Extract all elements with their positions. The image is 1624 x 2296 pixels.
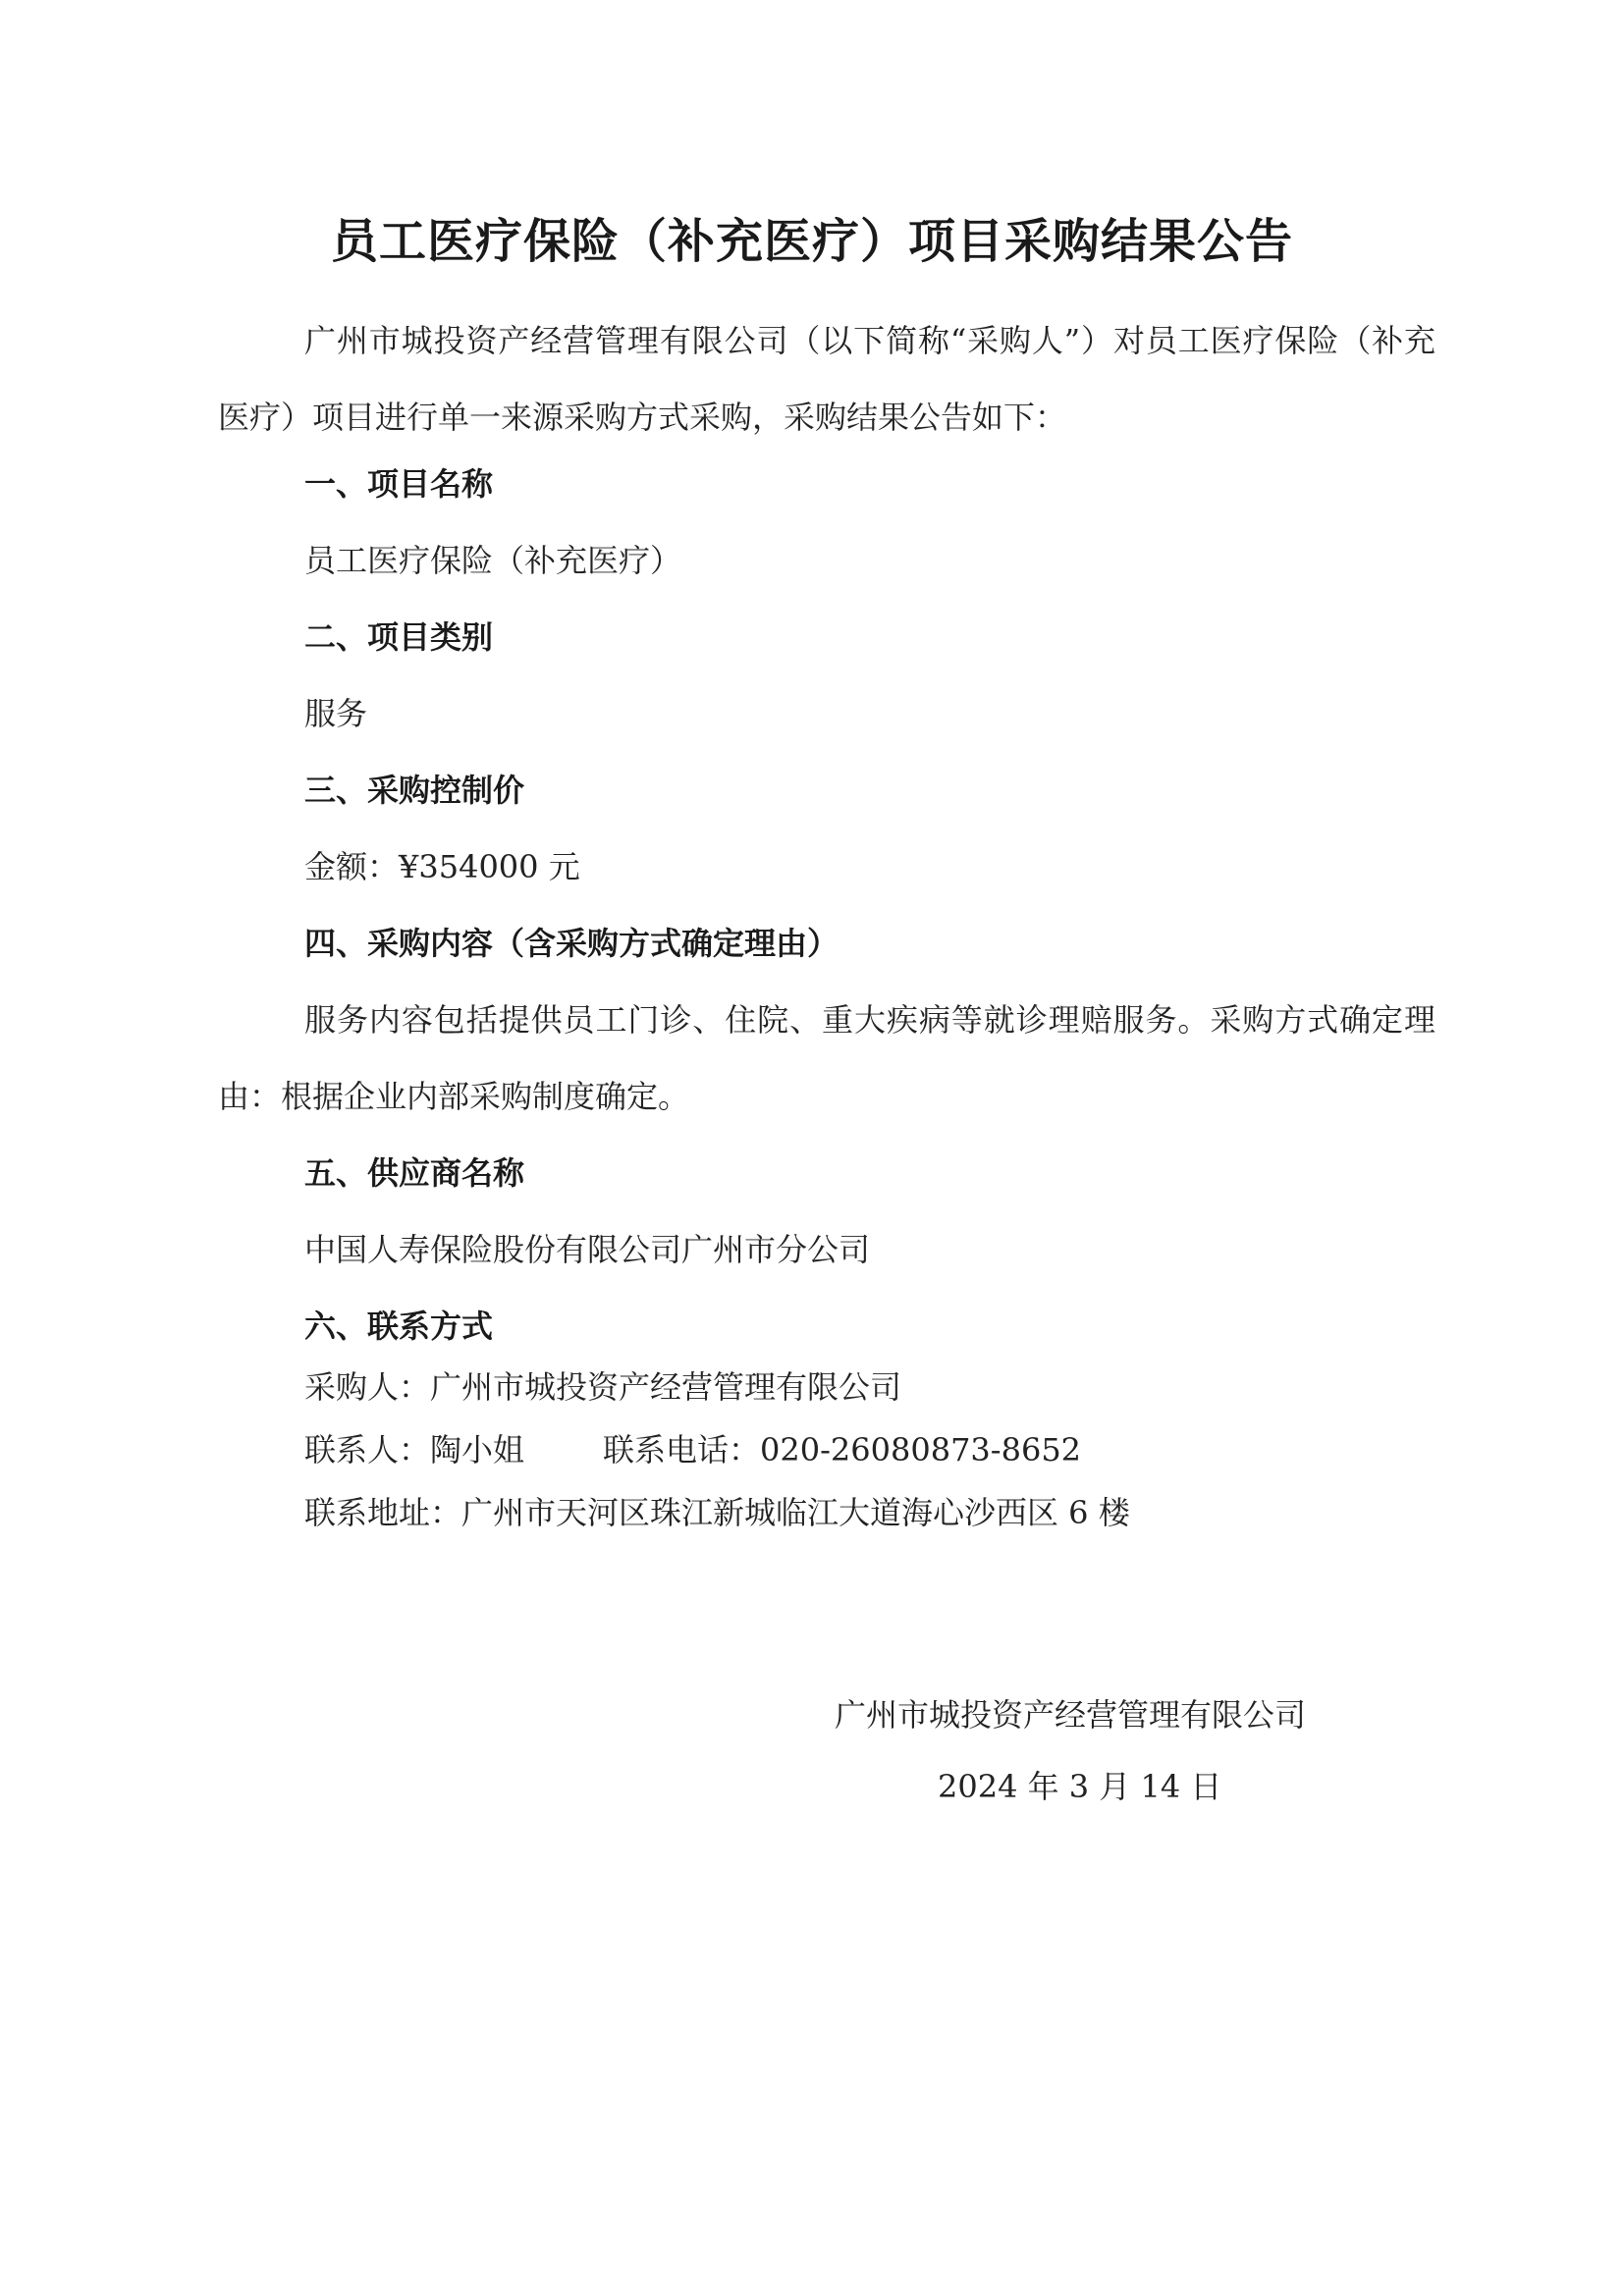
- section-body-3: 金额：¥354000 元: [304, 848, 580, 885]
- contact-person-row: [304, 1425, 1081, 1474]
- section-heading-6: 六、联系方式: [304, 1308, 494, 1345]
- section-body-2: 服务: [304, 695, 368, 732]
- section-body-5: 中国人寿保险股份有限公司广州市分公司: [304, 1231, 871, 1268]
- section-heading-1: 一、项目名称: [304, 465, 494, 503]
- document-title: 员工医疗保险（补充医疗）项目采购结果公告: [330, 214, 1293, 269]
- signature-company: 广州市城投资产经营管理有限公司: [835, 1696, 1307, 1734]
- section-body-1: 员工医疗保险（补充医疗）: [304, 542, 682, 579]
- contact-phone: 联系电话：020-26080873-8652: [603, 1431, 1082, 1468]
- section-heading-5: 五、供应商名称: [304, 1154, 525, 1192]
- section-body-4: 服务内容包括提供员工门诊、住院、重大疾病等就诊理赔服务。采购方式确定理由：根据企业内部采购制度确定。: [218, 1001, 1435, 1115]
- section-heading-2: 二、项目类别: [304, 618, 494, 656]
- section-heading-4: 四、采购内容（含采购方式确定理由）: [304, 925, 839, 962]
- contact-person: 联系人：陶小姐: [304, 1431, 525, 1468]
- contact-purchaser: 采购人：广州市城投资产经营管理有限公司: [304, 1368, 902, 1406]
- section-heading-3: 三、采购控制价: [304, 772, 525, 809]
- signature-date: 2024 年 3 月 14 日: [938, 1768, 1222, 1805]
- intro-paragraph: 广州市城投资产经营管理有限公司（以下简称“采购人”）对员工医疗保险（补充医疗）项目进行单一来源采购方式采购，采购结果公告如下：: [218, 322, 1435, 436]
- contact-address: 联系地址：广州市天河区珠江新城临江大道海心沙西区 6 楼: [304, 1494, 1130, 1531]
